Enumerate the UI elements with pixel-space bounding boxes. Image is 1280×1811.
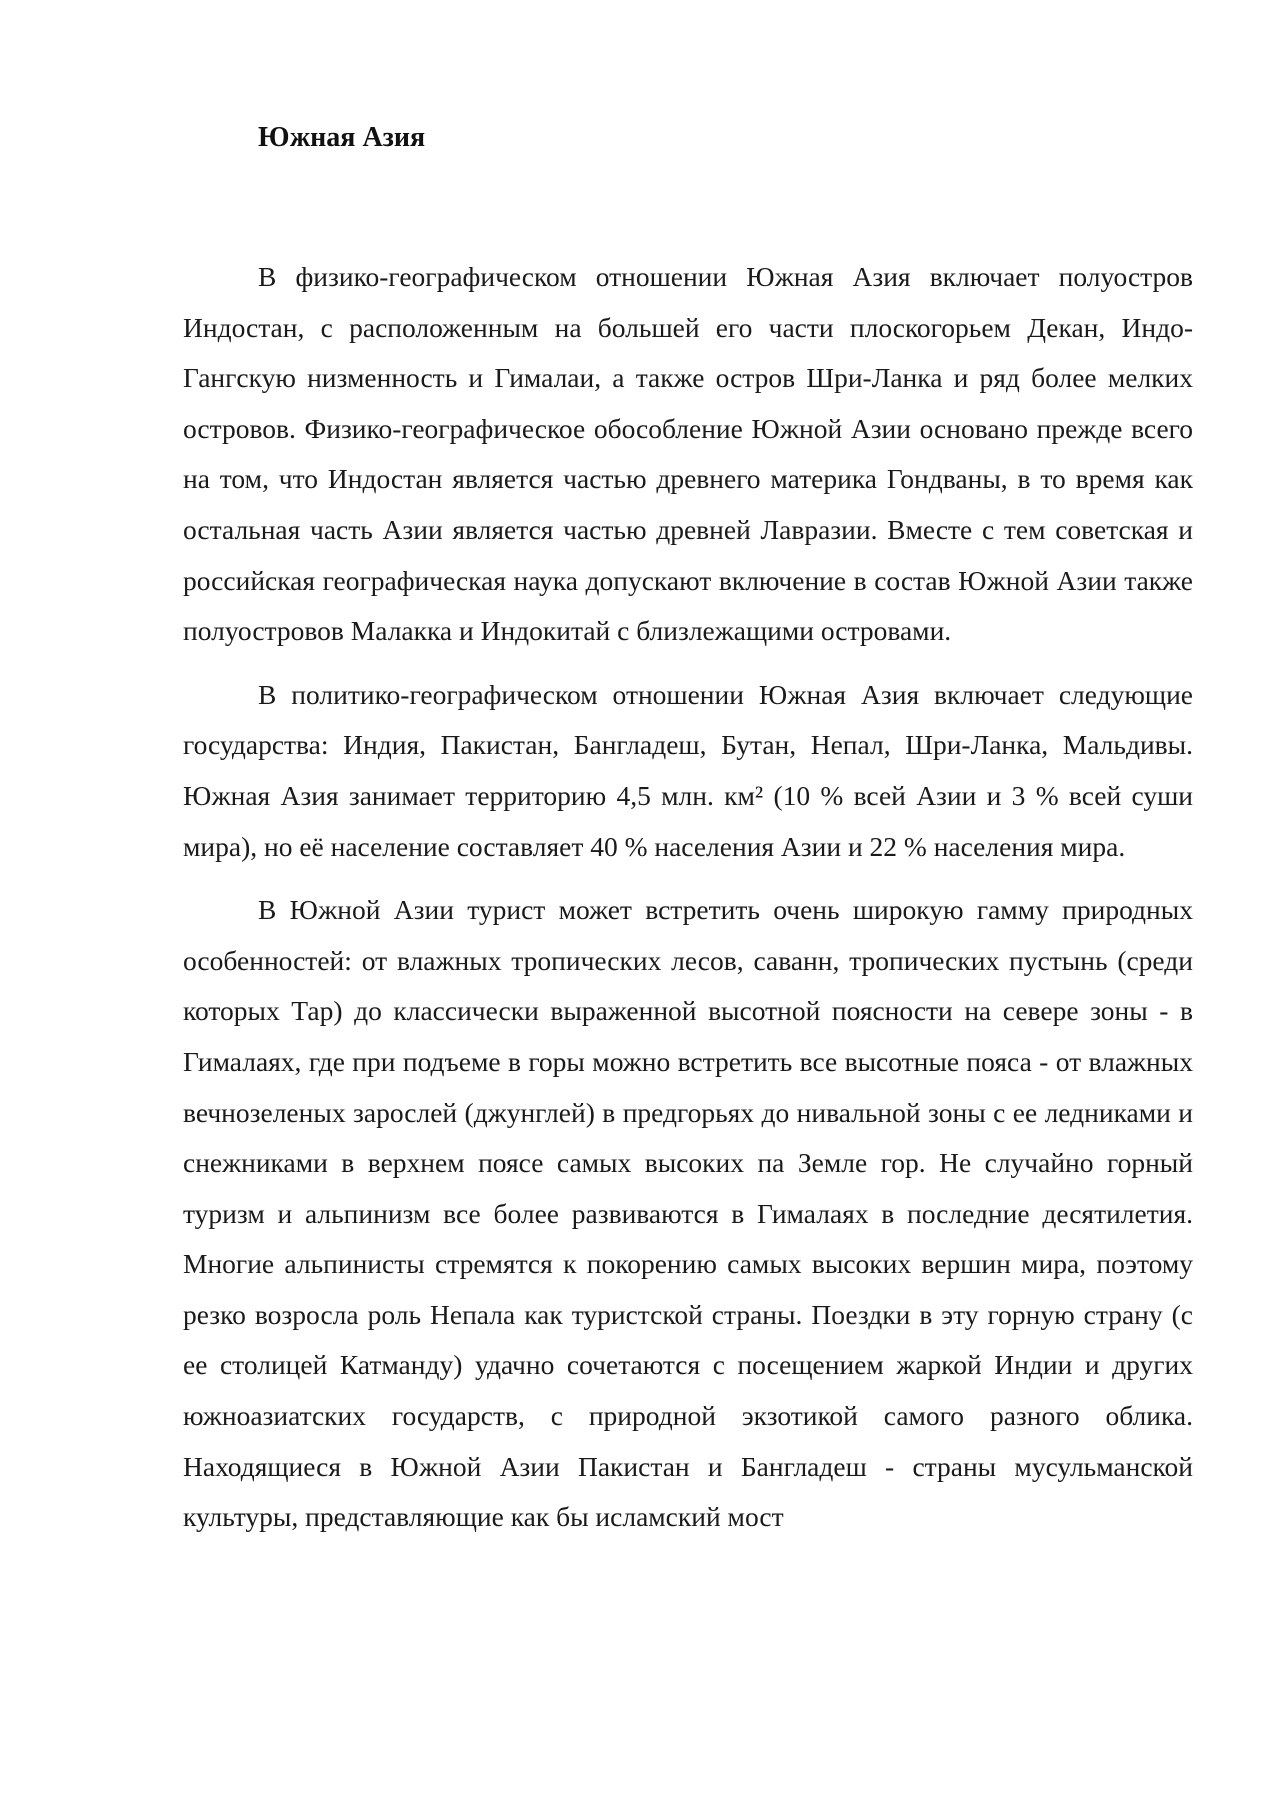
document-title: Южная Азия	[258, 122, 426, 153]
paragraph-physical-geography: В физико-географическом отношении Южная Азия включает полуостров Индостан, с расположенным на большей его части плоскогорьем Декан, Индо-Гангскую низменность и Гималаи, а также остров Шри-Ланка и ряд более мелких островов. Физико-географическое обособление Южной Азии основано прежде всего на том, что Индостан является частью древнего материка Гондваны, в то время как остальная часть Азии является частью древней Лавразии. Вместе с тем советская и российская географическая наука допускают включение в состав Южной Азии также полуостровов Малакка и Индокитай с близлежащими островами.	[183, 261, 1193, 647]
paragraph-political-geography: В политико-географическом отношении Южная Азия включает следующие государства: Индия, Пакистан, Бангладеш, Бутан, Непал, Шри-Ланка, Мальдивы. Южная Азия занимает территорию 4,5 млн. км² (10 % всей Азии и 3 % всей суши мира), но её население составляет 40 % населения Азии и 22 % населения мира.	[183, 678, 1193, 862]
document-body	[183, 252, 1193, 1556]
paragraph-tourism: В Южной Азии турист может встретить очень широкую гамму природных особенностей: от влажных тропических лесов, саванн, тропических пустынь (среди которых Тар) до классически выраженной высотной поясности на севере зоны - в Гималаях, где при подъеме в горы можно встретить все высотные пояса - от влажных вечнозеленых зарослей (джунглей) в предгорьях до нивальной зоны с ее ледниками и снежниками в верхнем поясе самых высоких па Земле гор. Не случайно горный туризм и альпинизм все более развиваются в Гималаях в последние десятилетия. Многие альпинисты стремятся к покорению самых высоких вершин мира, поэтому резко возросла роль Непала как туристской страны. Поездки в эту горную страну (с ее столицей Катманду) удачно сочетаются с посещением жаркой Индии и других южноазиатских государств, с природной экзотикой самого разного облика. Находящиеся в Южной Азии Пакистан и Бангладеш - страны мусульманской культуры, представляющие как бы исламский мост	[183, 894, 1193, 1533]
